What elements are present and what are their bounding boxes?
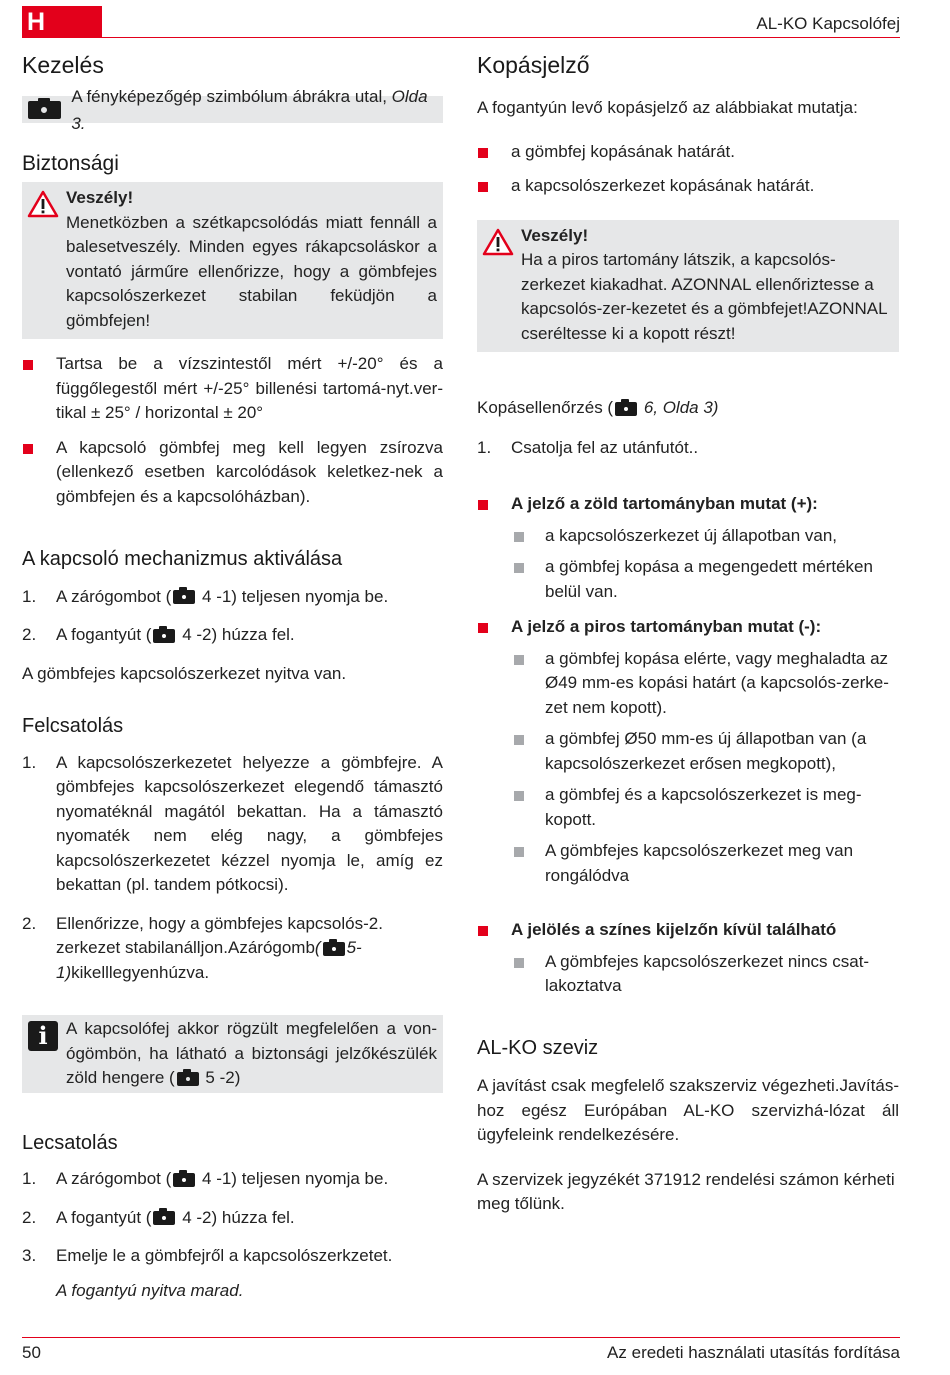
section-heading-service: AL-KO szeviz — [477, 1036, 599, 1059]
service-catalog-text: A szervizek jegyzékét 371912 rendelési számon kérheti meg tőlünk. — [477, 1169, 895, 1213]
result-text: A fogantyú nyitva marad. — [56, 1280, 244, 1300]
camera-icon — [177, 1072, 199, 1086]
step-item: 1. A kapcsolószerkezetet helyezze a gömbfejre. A gömbfejes kapcsolószerkezet elegendő támasztó nyomatéknál magától bekattan. Ha a támasztó nyomaték nem elég nagy, a gömbfejes kapcsolószerkezetet kézzel nyomja le, amíg ez bekattan (pl. tandem pótkocsi). — [22, 752, 443, 894]
list-item: Tartsa be a vízszintestől mért +/-20° és a függőlegestől mért +/-25° billenési tartomá-nyt.ver-tikal ± 25° / horizontal ± 20° — [22, 352, 443, 426]
danger-box — [477, 220, 899, 353]
danger-text: Menetközben a szétkapcsolódás miatt fennáll a balesetveszély. Minden egyes rákapcsoláskor a vontató járműre ellenőrizze, hogy a gömbfejes kapcsolószerkezet stabilan feküdjön a gömbfejen! — [66, 212, 437, 330]
footer-rule — [22, 1337, 900, 1338]
list-item: a gömbfej Ø50 mm-es új állapotban van (a kapcsolószerkezet erősen megkopott), — [477, 727, 899, 776]
step-item: 2. Ellenőrizze, hogy a gömbfejes kapcsolós-2. zerkezet stabilanálljon.Azárógomb( 5-1)kikelllegyenhúzva. — [22, 913, 383, 982]
danger-text: Ha a piros tartomány látszik, a kapcsolós-zerkezet kiakadhat. AZONNAL ellenőriztesse a kapcsolós-zer-kezetet és a gömbfejet!AZONNAL cseréltesse ki a kopott részt! — [521, 250, 887, 343]
section-heading-felcsatolas: Felcsatolás — [22, 715, 124, 737]
indicator-green-title: A jelző a zöld tartományban mutat (+): — [477, 492, 899, 517]
camera-icon — [153, 1211, 175, 1225]
camera-icon — [615, 402, 637, 416]
header-rule — [102, 37, 900, 38]
warning-triangle-icon — [27, 190, 59, 218]
camera-icon — [28, 101, 61, 119]
camera-icon — [173, 590, 195, 604]
list-item: a kapcsolószerkezet új állapotban van, — [477, 524, 899, 549]
service-text: A javítást csak megfelelő szakszerviz végezheti.Javítás-hoz egész Európában AL-KO szervizhá-lózat áll ügyfeleink rendelkezésére. — [477, 1076, 899, 1144]
left-column — [22, 50, 443, 1303]
list-item: a gömbfej kopásának határát. — [477, 140, 899, 165]
danger-title: Veszély! — [521, 225, 589, 245]
step-item: 2. A fogantyút ( 4 -2) húzza fel. — [22, 1207, 295, 1227]
check-heading: Kopásellenőrzés ( 6, Olda 3) — [477, 398, 719, 417]
camera-note-text: A fényképezőgép szimbólum ábrákra utal, Olda 3. — [71, 86, 428, 133]
result-text: A gömbfejes kapcsolószerkezet nyitva van. — [22, 663, 347, 683]
section-heading-kezeles: Kezelés — [22, 52, 104, 78]
indicator-outside-title: A jelölés a színes kijelzőn kívül található — [477, 918, 899, 943]
section-heading-activate: A kapcsoló mechanizmus aktiválása — [22, 548, 343, 570]
right-column — [477, 50, 899, 1217]
list-item: a kapcsolószerkezet kopásának határát. — [477, 174, 899, 199]
camera-icon — [173, 1173, 195, 1187]
step-item: 2. A fogantyút ( 4 -2) húzza fel. — [22, 625, 295, 644]
warning-triangle-icon — [482, 228, 514, 256]
camera-note — [22, 86, 443, 133]
section-heading-lecsatolas: Lecsatolás — [22, 1131, 118, 1154]
list-item: a gömbfej kopása elérte, vagy meghaladta az Ø49 mm-es kopási határt (a kapcsolós-zerke-zet nem kopott). — [477, 647, 899, 721]
info-box: i A kapcsolófej akkor rögzült megfelelően a von-ógömbön, ha látható a biztonsági jelzőkészülék zöld hengere ( 5 -2) — [22, 1015, 443, 1093]
section-heading-kopasjelzo: Kopásjelző — [477, 52, 590, 78]
list-item: a gömbfej kopása a megengedett mértéken belül van. — [477, 555, 899, 604]
page-number: 50 — [22, 1343, 41, 1362]
step-item: 1. Csatolja fel az utánfutót.. — [477, 437, 699, 457]
section-heading-biztonsagi: Biztonsági — [22, 152, 119, 175]
list-item: A gömbfejes kapcsolószerkezet meg van rongálódva — [477, 839, 899, 888]
list-item: A kapcsoló gömbfej meg kell legyen zsírozva (ellenkező esetben karcolódások keletkez-nek a gömbfejen és a kapcsolóházban). — [22, 436, 443, 510]
step-item: 1. A zárógombot ( 4 -1) teljesen nyomja be. — [22, 1169, 389, 1188]
danger-box — [22, 182, 443, 339]
danger-title: Veszély! — [66, 188, 134, 207]
info-icon: i — [28, 1021, 58, 1051]
list-item: A gömbfejes kapcsolószerkezet nincs csat-lakoztatva — [477, 950, 899, 999]
indicator-red-title: A jelző a piros tartományban mutat (-): — [477, 615, 899, 640]
list-item: a gömbfej és a kapcsolószerkezet is meg-kopott. — [477, 783, 899, 832]
language-tab: H — [22, 6, 102, 38]
step-item: 3. Emelje le a gömbfejről a kapcsolószerkzetet. — [22, 1246, 393, 1265]
footer-caption: Az eredeti használati utasítás fordítása — [607, 1343, 900, 1362]
step-item: 1. A zárógombot ( 4 -1) teljesen nyomja be. — [22, 586, 389, 606]
camera-icon — [323, 942, 345, 956]
document-title: AL-KO Kapcsolófej — [756, 14, 900, 33]
intro-text: A fogantyún levő kopásjelző az alábbiakat mutatja: — [477, 98, 858, 117]
camera-icon — [153, 629, 175, 643]
